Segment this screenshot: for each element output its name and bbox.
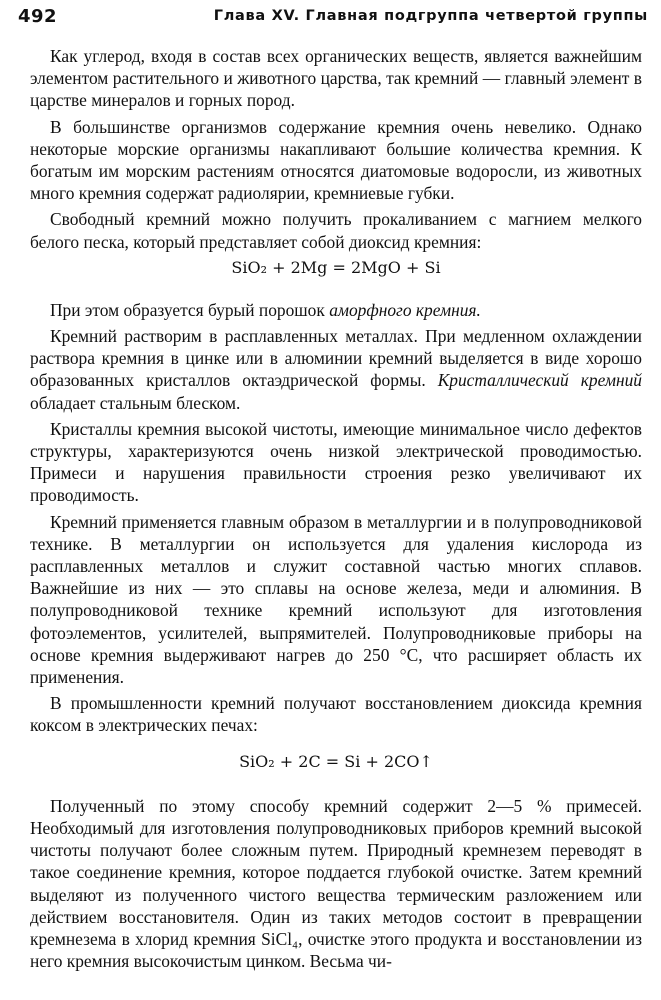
formula-coke-reduction: SiO₂ + 2C = Si + 2CO↑ (239, 751, 433, 771)
crystalline-text-end: обладает стальным блеском. (30, 392, 241, 413)
amorphous-text: При этом образуется бурый порошок (50, 299, 330, 320)
crystalline-text-start: Кремний растворим в расплавленных металлах. При медленном охлаждении раствора кремния в цинке или в алюминии кремний выделяется в виде хорошо образованных кристаллов октаэдрической формы. (30, 326, 642, 391)
crystalline-term: Кристаллический кремний (437, 370, 642, 391)
body-text (30, 45, 642, 976)
page-number: 492 (18, 6, 58, 27)
paragraph-purity: Кристаллы кремния высокой чистоты, имеющие минимальное число дефектов структуры, характеризуются очень низкой электрической проводимостью. Примеси и нарушения правильности строения резко увеличивают их проводимость. (30, 418, 642, 506)
paragraph-industry: В промышленности кремний получают восстановлением диоксида кремния коксом в электрических печах: (30, 693, 642, 736)
paragraph-organisms: В большинстве организмов содержание кремния очень невелико. Однако некоторые морские организмы накапливают большие количества кремния. К богатым им морским растениям относятся диатомовые водоросли, из животных много кремния содержат радиолярии, кремниевые губки. (30, 116, 642, 204)
paragraph-free-silicon: Свободный кремний можно получить прокаливанием с магнием мелкого белого песка, который представляет собой диоксид кремния: (30, 209, 642, 252)
paragraph-crystalline (30, 325, 642, 414)
amorphous-term: аморфного кремния. (329, 299, 481, 320)
page-header (18, 4, 648, 30)
running-head: Глава XV. Главная подгруппа четвертой группы (213, 8, 648, 24)
paragraph-amorphous (30, 299, 642, 321)
paragraph-high-purity: Полученный по этому способу кремний содержит 2—5 % примесей. Необходимый для изготовления полупроводниковых приборов кремний высокой чистоты получают более сложным путем. Природный кремнезем переводят в такое соединение кремния, которое поддается глубокой очистке. Затем кремний выделяют из полученного чистого вещества термическим разложением или действием восстановителя. Один из таких методов состоит в превращении кремнезема в хлорид кремния SiCl₄, очистке этого продукта и восстановлении из него кремния высокочистым цинком. Весьма чи- (30, 795, 642, 972)
formula-magnesium-reduction: SiO₂ + 2Mg = 2MgO + Si (231, 257, 441, 277)
paragraph-carbon-silicon: Как углерод, входя в состав всех органических веществ, является важнейшим элементом растительного и животного царства, так кремний — главный элемент в царстве минералов и горных пород. (30, 46, 642, 111)
paragraph-applications: Кремний применяется главным образом в металлургии и в полупроводниковой технике. В металлургии он используется для удаления кислорода из расплавленных металлов и служит составной частью многих сплавов. Важнейшие из них — это сплавы на основе железа, меди и алюминия. В полупроводниковой технике кремний используют для изготовления фотоэлементов, усилителей, выпрямителей. Полупроводниковые приборы на основе кремния выдерживают нагрев до 250 °C, что расширяет область их применения. (30, 511, 642, 688)
